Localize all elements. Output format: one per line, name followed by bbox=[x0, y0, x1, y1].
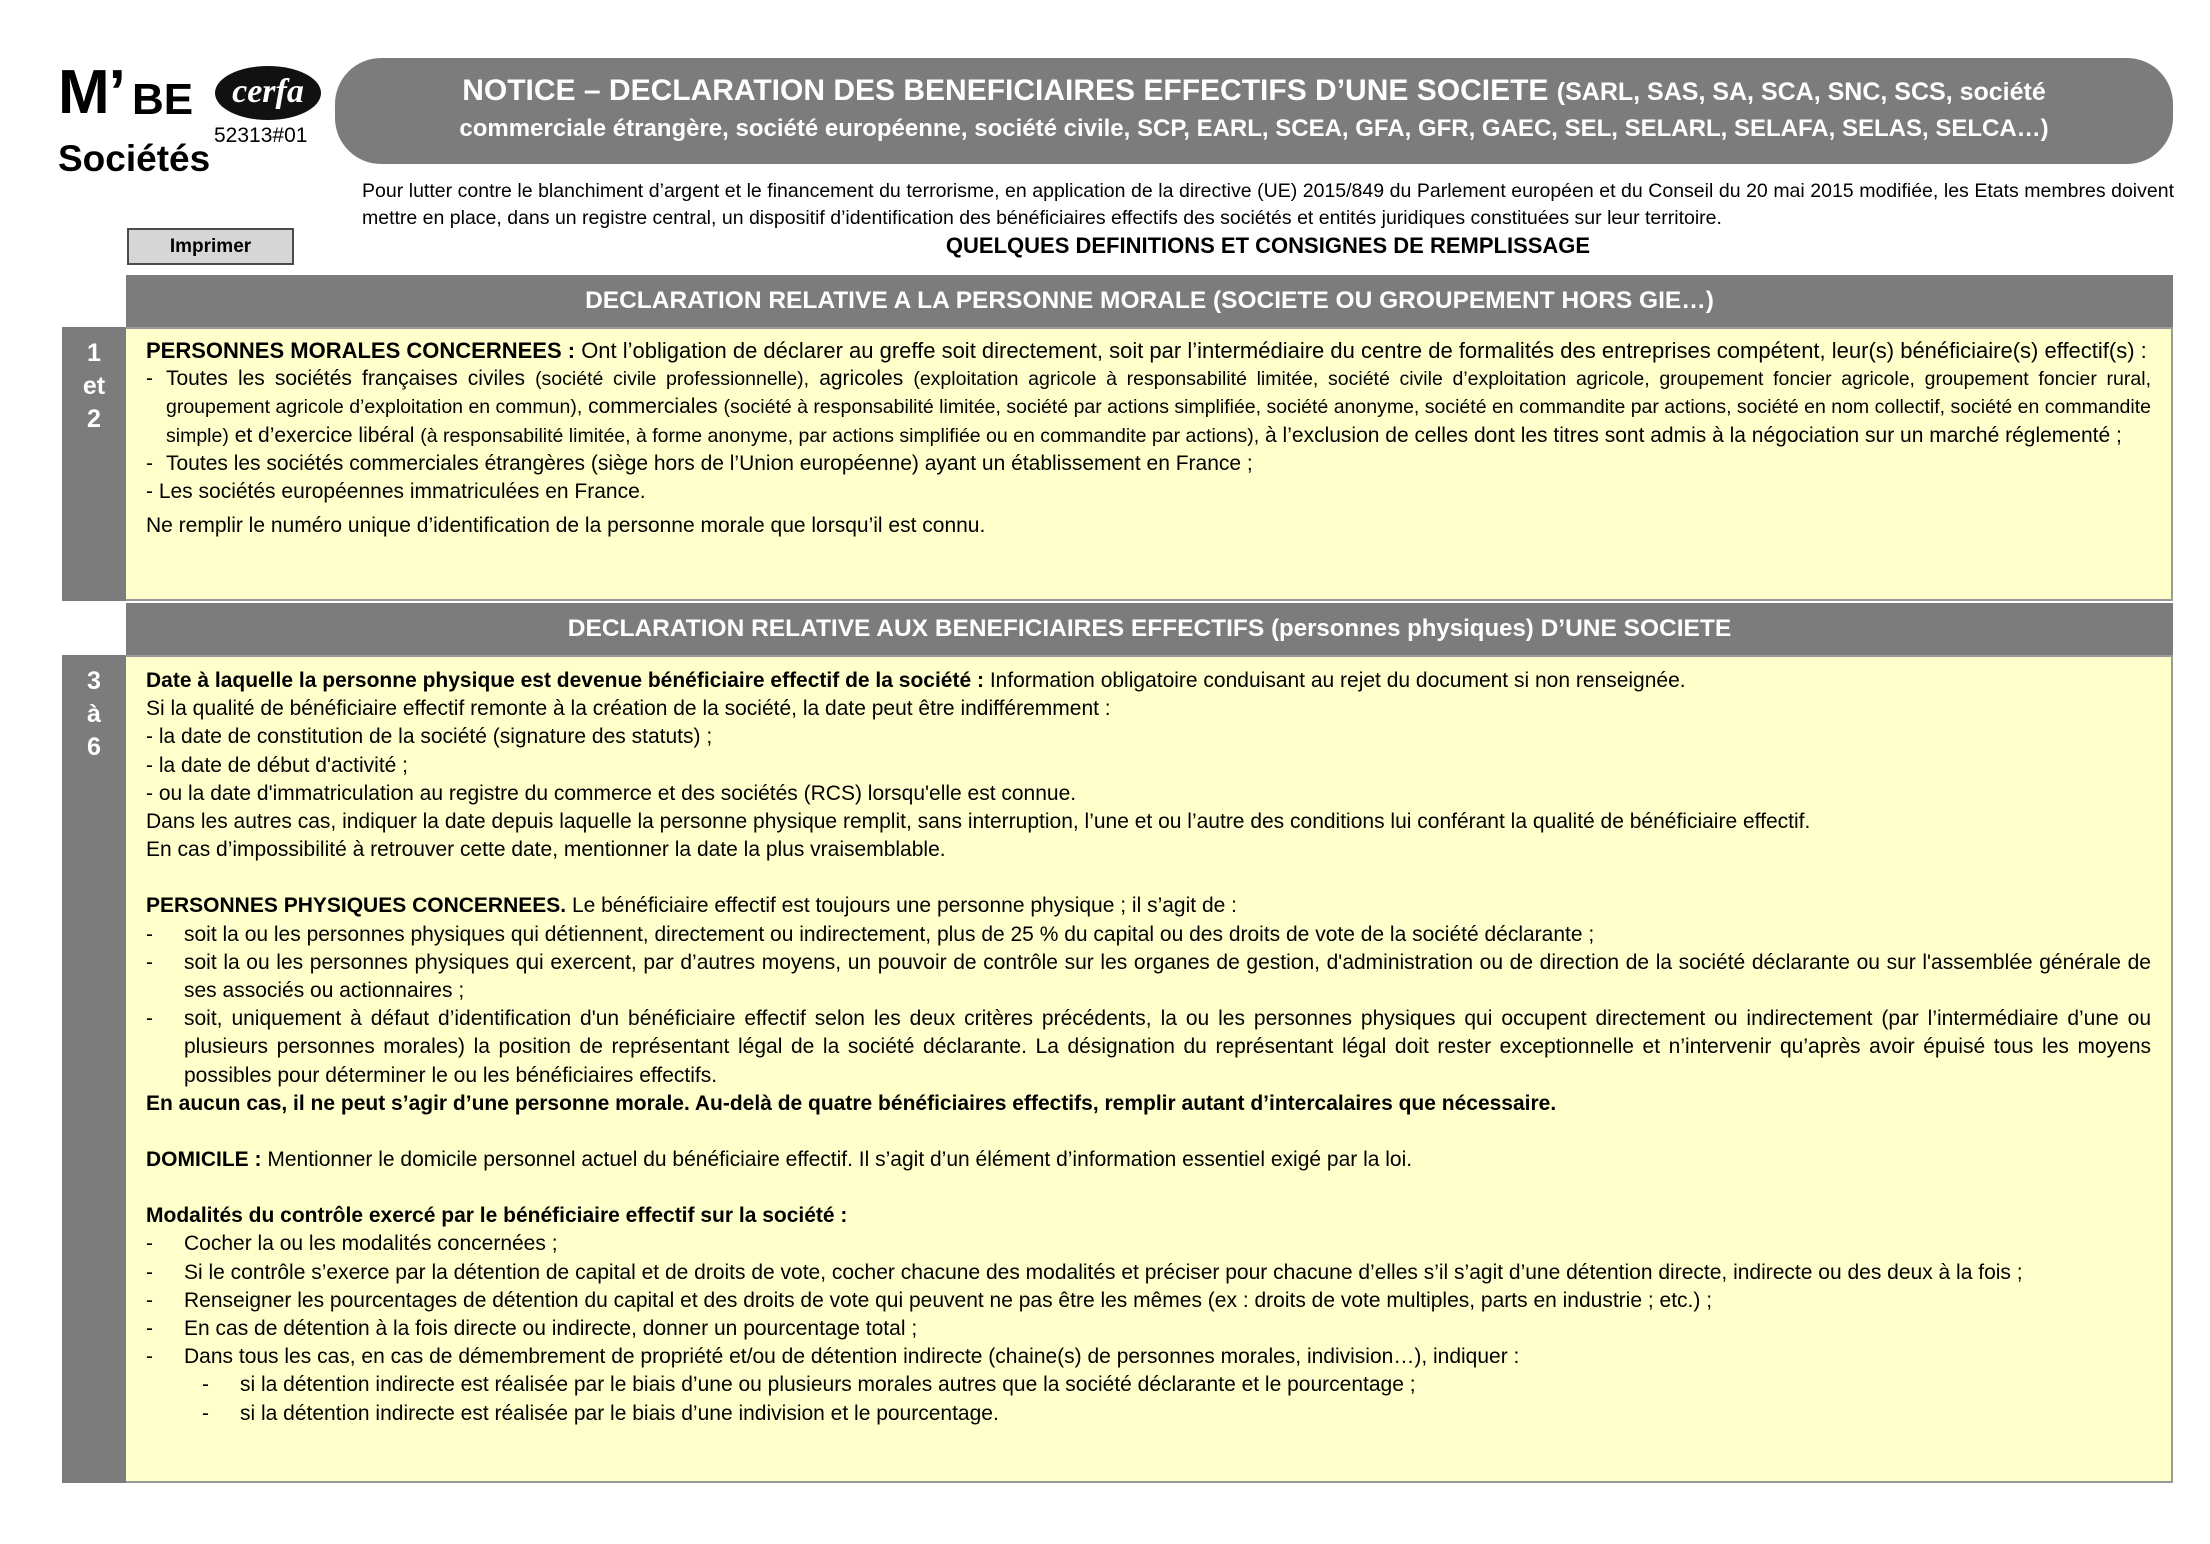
item1-liberal-detail: (à responsabilité limitée, à forme anonyme, par actions simplifiée ou en commandite par actions), bbox=[420, 424, 1260, 447]
item1-agricoles-detail: (exploitation agricole à responsabilité limitée, société civile d’exploitation agricole, groupement foncier agricole, groupement foncier rural, groupement agricole d’exploitation en commun), bbox=[166, 368, 2151, 419]
section-2-header-b: (personnes physiques) bbox=[1271, 615, 1534, 642]
title-paren: (SARL, SAS, SA, SCA, SNC, SCS, société bbox=[1556, 78, 2046, 106]
pp-list-item: - soit, uniquement à défaut d’identification d'un bénéficiaire effectif selon les deux critères précédents, la ou les personnes physiques qui occupent directement ou indirectement (par l’intermédiaire d’une ou plusieurs personnes morales) la position de représentant légal de la société déclarante. La désignation du représentant légal doit rester exceptionnelle et n’intervenir qu’après avoir épuisé tous les moyens possibles pour déterminer le ou les bénéficiaires effectifs. bbox=[146, 1007, 2151, 1087]
title-main: NOTICE – DECLARATION DES BENEFICIAIRES EFFECTIFS D’UNE SOCIETE bbox=[462, 74, 1549, 107]
section-2-number-a: à bbox=[87, 700, 101, 728]
date-impossible: En cas d’impossibilité à retrouver cette date, mentionner la date la plus vraisemblable. bbox=[146, 838, 946, 862]
title-line-1 bbox=[335, 72, 2173, 110]
concerned-label: PERSONNES MORALES CONCERNEES : bbox=[146, 338, 576, 363]
section-1-content bbox=[126, 327, 2173, 601]
item1-commerciales: commerciales bbox=[588, 395, 718, 419]
item2-text: Toutes les sociétés commerciales étrangères (siège hors de l’Union européenne) ayant un établissement en France ; bbox=[166, 451, 1253, 475]
entity-list-item: - Toutes les sociétés françaises civiles (société civile professionnelle), agricoles (exploitation agricole à responsabilité limitée, société civile d’exploitation agricole, groupement foncier agricole, groupement foncier rural, groupement agricole d’exploitation en commun), commerciales (société à responsabilité limitée, société par actions simplifiée, société anonyme, société en commandite par actions, société en nom collectif, société en commandite simple) et d’exercice libéral (à responsabilité limitée, à forme anonyme, par actions simplifiée ou en commandite par actions), à l’exclusion de celles dont les titres sont admis à la négociation sur un marché réglementé ; bbox=[146, 367, 2151, 447]
print-button[interactable]: Imprimer bbox=[127, 228, 294, 265]
pp-paragraph bbox=[146, 892, 2151, 920]
modalites-list-item: - Renseigner les pourcentages de détention du capital et des droits de vote qui peuvent ne pas être les mêmes (ex : droits de vote multiples, parts en industrie ; etc.) ; bbox=[146, 1288, 1713, 1312]
section-2-number bbox=[62, 655, 126, 1483]
date-other-cases: Dans les autres cas, indiquer la date depuis laquelle la personne physique remplit, sans interruption, l’une et ou l’autre des conditions lui conférant la qualité de bénéficiaire effectif. bbox=[146, 810, 1811, 834]
title-banner bbox=[335, 58, 2173, 164]
pp-text: Le bénéficiaire effectif est toujours une personne physique ; il s’agit de : bbox=[571, 894, 1237, 918]
section-2-content bbox=[126, 655, 2173, 1483]
item1-exclusion: à l’exclusion de celles dont les titres sont admis à la négociation sur un marché réglementé ; bbox=[1265, 423, 2122, 447]
title-line-2: commerciale étrangère, société européenne, société civile, SCP, EARL, SCEA, GFA, GFR, GAEC, SEL, SELARL, SELAFA, SELAS, SELCA…) bbox=[459, 114, 2049, 142]
section-2-number-3: 3 bbox=[87, 667, 101, 695]
concerned-text: Ont l’obligation de déclarer au greffe soit directement, soit par l’intermédiaire du centre de formalités des entreprises compétent, leur(s) bénéficiaire(s) effectif(s) : bbox=[581, 338, 2147, 363]
form-logo-be: BE bbox=[132, 75, 194, 124]
section-1-header: DECLARATION RELATIVE A LA PERSONNE MORALE (SOCIETE OU GROUPEMENT HORS GIE…) bbox=[126, 275, 2173, 327]
pp-list-item: - soit la ou les personnes physiques qui exercent, par d’autres moyens, un pouvoir de contrôle sur les organes de gestion, d'administration ou de direction de la société déclarante ou sur l'assemblée générale de ses associés ou actionnaires ; bbox=[146, 950, 2151, 1003]
item3-text: - Les sociétés européennes immatriculées en France. bbox=[146, 480, 646, 504]
date-option: - ou la date d'immatriculation au registre du commerce et des sociétés (RCS) lorsqu'elle est connue. bbox=[146, 781, 1077, 805]
item1-civiles-detail: (société civile professionnelle), bbox=[535, 368, 810, 391]
modalites-label: Modalités du contrôle exercé par le bénéficiaire effectif sur la société : bbox=[146, 1204, 848, 1228]
section-2-header bbox=[126, 603, 2173, 655]
section-1-number-2: 2 bbox=[87, 405, 101, 433]
item1-civiles: Toutes les sociétés françaises civiles bbox=[166, 367, 525, 391]
date-label: Date à laquelle la personne physique est devenue bénéficiaire effectif de la société : bbox=[146, 669, 984, 692]
section-2-header-c: D’UNE SOCIETE bbox=[1540, 615, 1732, 642]
date-intro: Si la qualité de bénéficiaire effectif remonte à la création de la société, la date peut être indifféremment : bbox=[146, 697, 1111, 721]
section-2-number-6: 6 bbox=[87, 733, 101, 761]
item1-agricoles: agricoles bbox=[819, 367, 904, 391]
section-1-number-1: 1 bbox=[87, 339, 101, 367]
modalites-sub-item: - si la détention indirecte est réalisée par le biais d’une indivision et le pourcentage. bbox=[202, 1401, 999, 1425]
form-logo-m: M’ bbox=[58, 58, 125, 127]
cerfa-number: 52313#01 bbox=[214, 124, 308, 147]
item1-liberal: et d’exercice libéral bbox=[234, 423, 415, 447]
item1-commerciales-detail: (société à responsabilité limitée, société par actions simplifiée, société anonyme, société en commandite par actions, société en nom collectif, société en commandite simple) bbox=[166, 396, 2151, 447]
entity-list-item: - Toutes les sociétés commerciales étrangères (siège hors de l’Union européenne) ayant un établissement en France ; bbox=[146, 450, 2151, 478]
date-text: Information obligatoire conduisant au rejet du document si non renseignée. bbox=[989, 669, 1686, 692]
section-2-header-a: DECLARATION RELATIVE AUX BENEFICIAIRES EFFECTIFS bbox=[567, 615, 1265, 642]
section-1-number-et: et bbox=[82, 372, 106, 400]
domicile-label: DOMICILE : bbox=[146, 1148, 262, 1172]
modalites-list-item: - Cocher la ou les modalités concernées ; bbox=[146, 1232, 558, 1256]
definitions-heading: QUELQUES DEFINITIONS ET CONSIGNES DE REMPLISSAGE bbox=[945, 233, 1591, 258]
pp-label: PERSONNES PHYSIQUES CONCERNEES. bbox=[146, 894, 567, 918]
intro-paragraph: Pour lutter contre le blanchiment d’argent et le financement du terrorisme, en application de la directive (UE) 2015/849 du Parlement européen et du Conseil du 20 mai 2015 modifiée, les Etats membres doivent mettre en place, dans un registre central, un dispositif d’identification des bénéficiaires effectifs des sociétés et entités juridiques constituées sur leur territoire. bbox=[362, 180, 2174, 229]
date-option: - la date de constitution de la société (signature des statuts) ; bbox=[146, 725, 713, 749]
date-option: - la date de début d'activité ; bbox=[146, 753, 409, 777]
pp-list-item: - soit la ou les personnes physiques qui détiennent, directement ou indirectement, plus de 25 % du capital ou des droits de vote de la société déclarante ; bbox=[146, 922, 1595, 946]
pp-warning: En aucun cas, il ne peut s’agir d’une personne morale. Au-delà de quatre bénéficiaires effectifs, remplir autant d’intercalaires que nécessaire. bbox=[146, 1091, 1557, 1115]
form-logo-societes: Sociétés bbox=[58, 138, 211, 179]
modalites-list-item: - En cas de détention à la fois directe ou indirecte, donner un pourcentage total ; bbox=[146, 1317, 918, 1341]
date-paragraph bbox=[146, 667, 2151, 695]
concerned-paragraph bbox=[146, 337, 2151, 365]
domicile-text: Mentionner le domicile personnel actuel du bénéficiaire effectif. Il s’agit d’un élément d’information essentiel exigé par la loi. bbox=[267, 1148, 1413, 1172]
modalites-sub-item: - si la détention indirecte est réalisée par le biais d’une ou plusieurs morales autres que la société déclarante et le pourcentage ; bbox=[202, 1373, 1416, 1397]
modalites-list-item: - Si le contrôle s’exerce par la détention de capital et de droits de vote, cocher chacune des modalités et préciser pour chacune d’elles s’il s’agit d’une détention directe, indirecte ou des deux à la fois ; bbox=[146, 1260, 2023, 1284]
section-1-number bbox=[62, 327, 126, 601]
siren-note: Ne remplir le numéro unique d’identification de la personne morale que lorsqu’il est connu. bbox=[146, 514, 986, 538]
domicile-paragraph bbox=[146, 1146, 2151, 1174]
modalites-list-item: - Dans tous les cas, en cas de démembrement de propriété et/ou de détention indirecte (chaine(s) de personnes morales, indivision…), indiquer : bbox=[146, 1345, 1520, 1369]
cerfa-logo: cerfa bbox=[215, 66, 321, 120]
